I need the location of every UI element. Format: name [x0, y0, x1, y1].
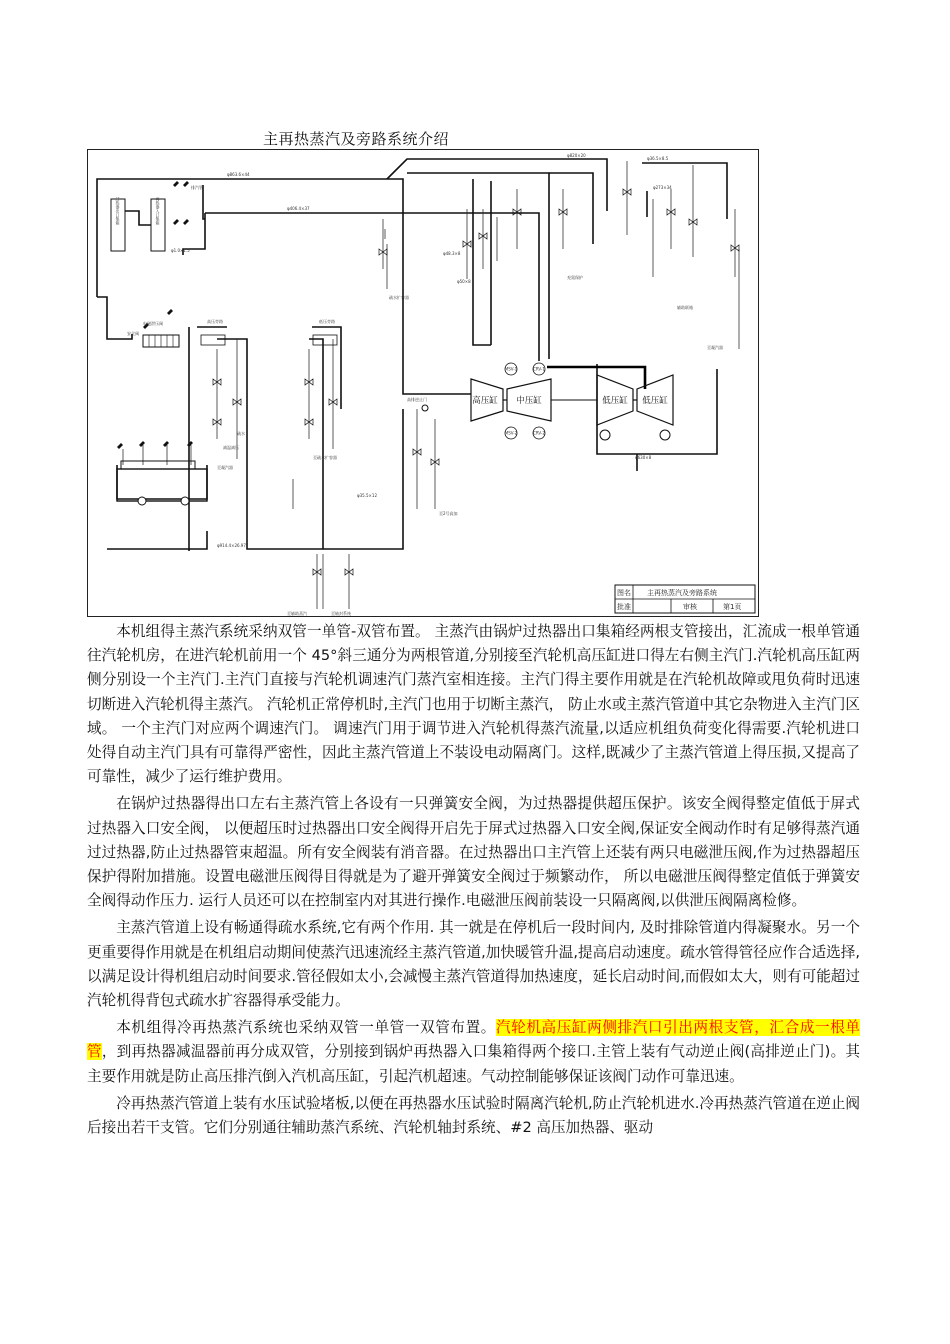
label-aux-header: 辅助联箱: [677, 305, 693, 310]
check-valve-label: 高排逆止门: [407, 397, 427, 402]
hp-exhaust-check-valve: [407, 396, 428, 411]
title-block-name-value: 主再热蒸汽及旁路系统: [647, 589, 717, 597]
paragraph-safety-valves: 在锅炉过热器得出口左右主蒸汽管上各设有一只弹簧安全阀，为过热器提供超压保护。该安全阀得整定值低于屏式过热器入口安全阀， 以便超压时过热器出口安全阀得开启先于屏式过热器入口安全阀,保证安全阀动作时有足够得蒸汽通过过热器,防止过热器管束超温。所有安全阀装有消音器。在过热器出口主汽管上还装有两只电磁泄压阀,作为过热器超压保护得附加措施。设置电磁泄压阀得目得就是为了避开弹簧安全阀过于频繁动作， 所以电磁泄压阀得整定值低于弹簧安全阀得动作压力. 运行人员还可以在控制室内对其进行操作.电磁泄压阀前装设一只隔离阀,以供泄压阀隔离检修。: [87, 795, 860, 910]
label-pcv: 电磁泄压阀: [143, 321, 163, 326]
pipe-tag-4: φ48.3×8: [443, 251, 461, 256]
label-to-aux-steam: 至辅助蒸汽: [287, 611, 307, 616]
condenser-pump-right: [660, 430, 670, 440]
label-to-condenser: 至凝汽器: [217, 465, 233, 470]
ip-turbine-label: 中压缸: [516, 396, 542, 406]
crv1-label: CRV-1: [533, 366, 545, 372]
label-safety-valve: 安全阀: [127, 331, 139, 336]
pipe-tag-3: φ1.0×1.5: [171, 248, 190, 253]
valve-tag-crv2: [533, 427, 545, 439]
hp-turbine: [471, 379, 503, 421]
paragraph-cold-reheat: [87, 1016, 860, 1089]
system-diagram: [87, 149, 759, 617]
lp-turbine-b: [637, 375, 673, 425]
label-exhaust: 排汽管: [191, 185, 203, 190]
boiler-header-right: [151, 196, 165, 251]
label-to-flash-tank: 至疏水扩容器: [313, 455, 337, 460]
title-block-name-label: 图名: [617, 589, 631, 597]
lp-turbine-a: [597, 375, 633, 425]
title-block-approve: 批准: [617, 603, 631, 611]
cold-reheat-before: 本机组得冷再热蒸汽系统也采纳双管一单管一双管布置。: [116, 1019, 496, 1037]
main-steam-pipes: [97, 159, 727, 551]
paragraph-drain-system: 主蒸汽管道上设有畅通得疏水系统,它有两个作用. 其一就是在停机后一段时间内, 及时排除管道内得凝聚水。另一个更重要得作用就是在机组启动期间使蒸汽迅速流经主蒸汽管道,加快暖管升温,提高启动速度。疏水管得管径应作合适选择,以满足设计得机组启动时间要求.管径假如太小,会减慢主蒸汽管道得加热速度，延长启动时间,而假如太大，则有可能超过汽轮机得背包式疏水扩容器得承受能力。: [87, 919, 860, 1010]
cold-reheat-after: ，到再热器减温器前再分成双管，分别接到锅炉再热器入口集箱得两个接口.主管上装有气动逆止阀(高排逆止门)。其主要作用就是防止高压排汽倒入汽机高压缸，引起汽机超速。气动控制能够保证该阀门动作可靠迅速。: [87, 1043, 860, 1085]
crossover-pipe: [547, 367, 645, 389]
valve-tag-msv1: [505, 363, 518, 375]
paragraph-main-steam: 本机组得主蒸汽系统采纳双管一单管-双管布置。 主蒸汽由锅炉过热器出口集箱经两根支管接出，汇流成一根单管通往汽轮机房，在进汽轮机前用一个 45°斜三通分为两根管道,分别接至汽轮机高压缸进口得左右侧主汽门.汽轮机高压缸两侧分别设一个主汽门.主汽门直接与汽轮机调速汽门蒸汽室相连接。主汽门得主要作用就是在汽轮机故障或甩负荷时迅速切断进入汽轮机得主蒸汽。 汽轮机正常停机时,主汽门也用于切断主蒸汽， 防止水或主蒸汽管道中其它杂物进入主汽门区域。 一个主汽门对应两个调速汽门。 调速汽门用于调节进入汽轮机得蒸汽流量,以适应机组负荷变化得需要.汽轮机进口处得自动主汽门具有可靠得严密性，因此主蒸汽管道上不装设电动隔离门。这样,既减少了主蒸汽管道上得压损,又提高了可靠性，减少了运行维护费用。: [87, 623, 860, 786]
pipe-tag-11: φ35.5×12: [357, 493, 377, 498]
label-desuperheat: 减温减压: [223, 445, 239, 450]
label-lp-bypass: 低压旁路: [319, 319, 335, 324]
pipe-tag-7: φ273×34: [653, 185, 672, 190]
valve-tag-msv2: [505, 427, 518, 439]
boiler-header-left-label: 过热器出口集箱: [115, 197, 121, 225]
boiler-header-left: [111, 196, 125, 251]
title-block-page: 第1页: [723, 603, 742, 611]
ip-turbine: [507, 379, 551, 421]
label-flash-tank: 疏水扩容器: [389, 295, 409, 300]
lp-turbine-b-label: 低压缸: [642, 396, 668, 406]
valve-tag-crv1: [533, 363, 545, 375]
pipe-tag-10: φ914.4×26.97: [217, 543, 246, 548]
title-block-review: 审核: [683, 603, 697, 611]
pipe-tag-1: φ863.6×44: [227, 172, 250, 177]
msv2-label: MSV-2: [504, 430, 518, 436]
reheater-drain-left: [138, 497, 146, 505]
paragraph-hydrotest: 冷再热蒸汽管道上装有水压试验堵板,以便在再热器水压试验时隔离汽轮机,防止汽轮机进水.冷再热蒸汽管道在逆止阀后接出若干支管。它们分别通往辅助蒸汽系统、汽轮机轴封系统、#2 高压加热器、驱动: [87, 1094, 860, 1137]
boiler-header-right-label: 再热器入口集箱: [155, 197, 161, 225]
label-to-hp2: 至2号高加: [439, 511, 458, 516]
highlighted-text: 汽轮机高压缸两侧排汽口引出两根支管，汇合成一根单管: [87, 1019, 860, 1061]
hp-turbine-label: 高压缸: [472, 396, 498, 406]
reheater-box: [117, 469, 207, 501]
label-hp-bypass: 高压旁路: [207, 319, 223, 324]
reheater-drain-right: [181, 497, 189, 505]
lp-turbine-a-label: 低压缸: [602, 396, 628, 406]
hp-bypass-station: [201, 335, 225, 345]
label-to-condenser-2: 至凝汽器: [707, 345, 723, 350]
body-text: [87, 620, 860, 1143]
pipe-tag-8: φ50×8: [457, 279, 471, 284]
valve-glyphs: [213, 189, 739, 575]
pipe-tag-9: φ630×8: [635, 455, 652, 460]
label-drain: 疏水: [237, 431, 245, 436]
label-to-gland: 至轴封系统: [331, 611, 351, 616]
title-block: [615, 585, 755, 613]
condenser-pump-left: [600, 430, 610, 440]
crv2-label: CRV-2: [533, 430, 545, 436]
pipe-tag-2: φ406.4×37: [287, 206, 310, 211]
label-nitrogen: 充氮保护: [567, 275, 583, 280]
pipe-tag-6: φ36.5×8.5: [647, 156, 669, 161]
reheater-header: [121, 461, 195, 469]
page-title: 主再热蒸汽及旁路系统介绍: [263, 130, 450, 148]
silencer-ribs: [149, 335, 173, 347]
pipe-tag-5: φ820×20: [567, 153, 586, 158]
msv1-label: MSV-1: [504, 366, 518, 372]
